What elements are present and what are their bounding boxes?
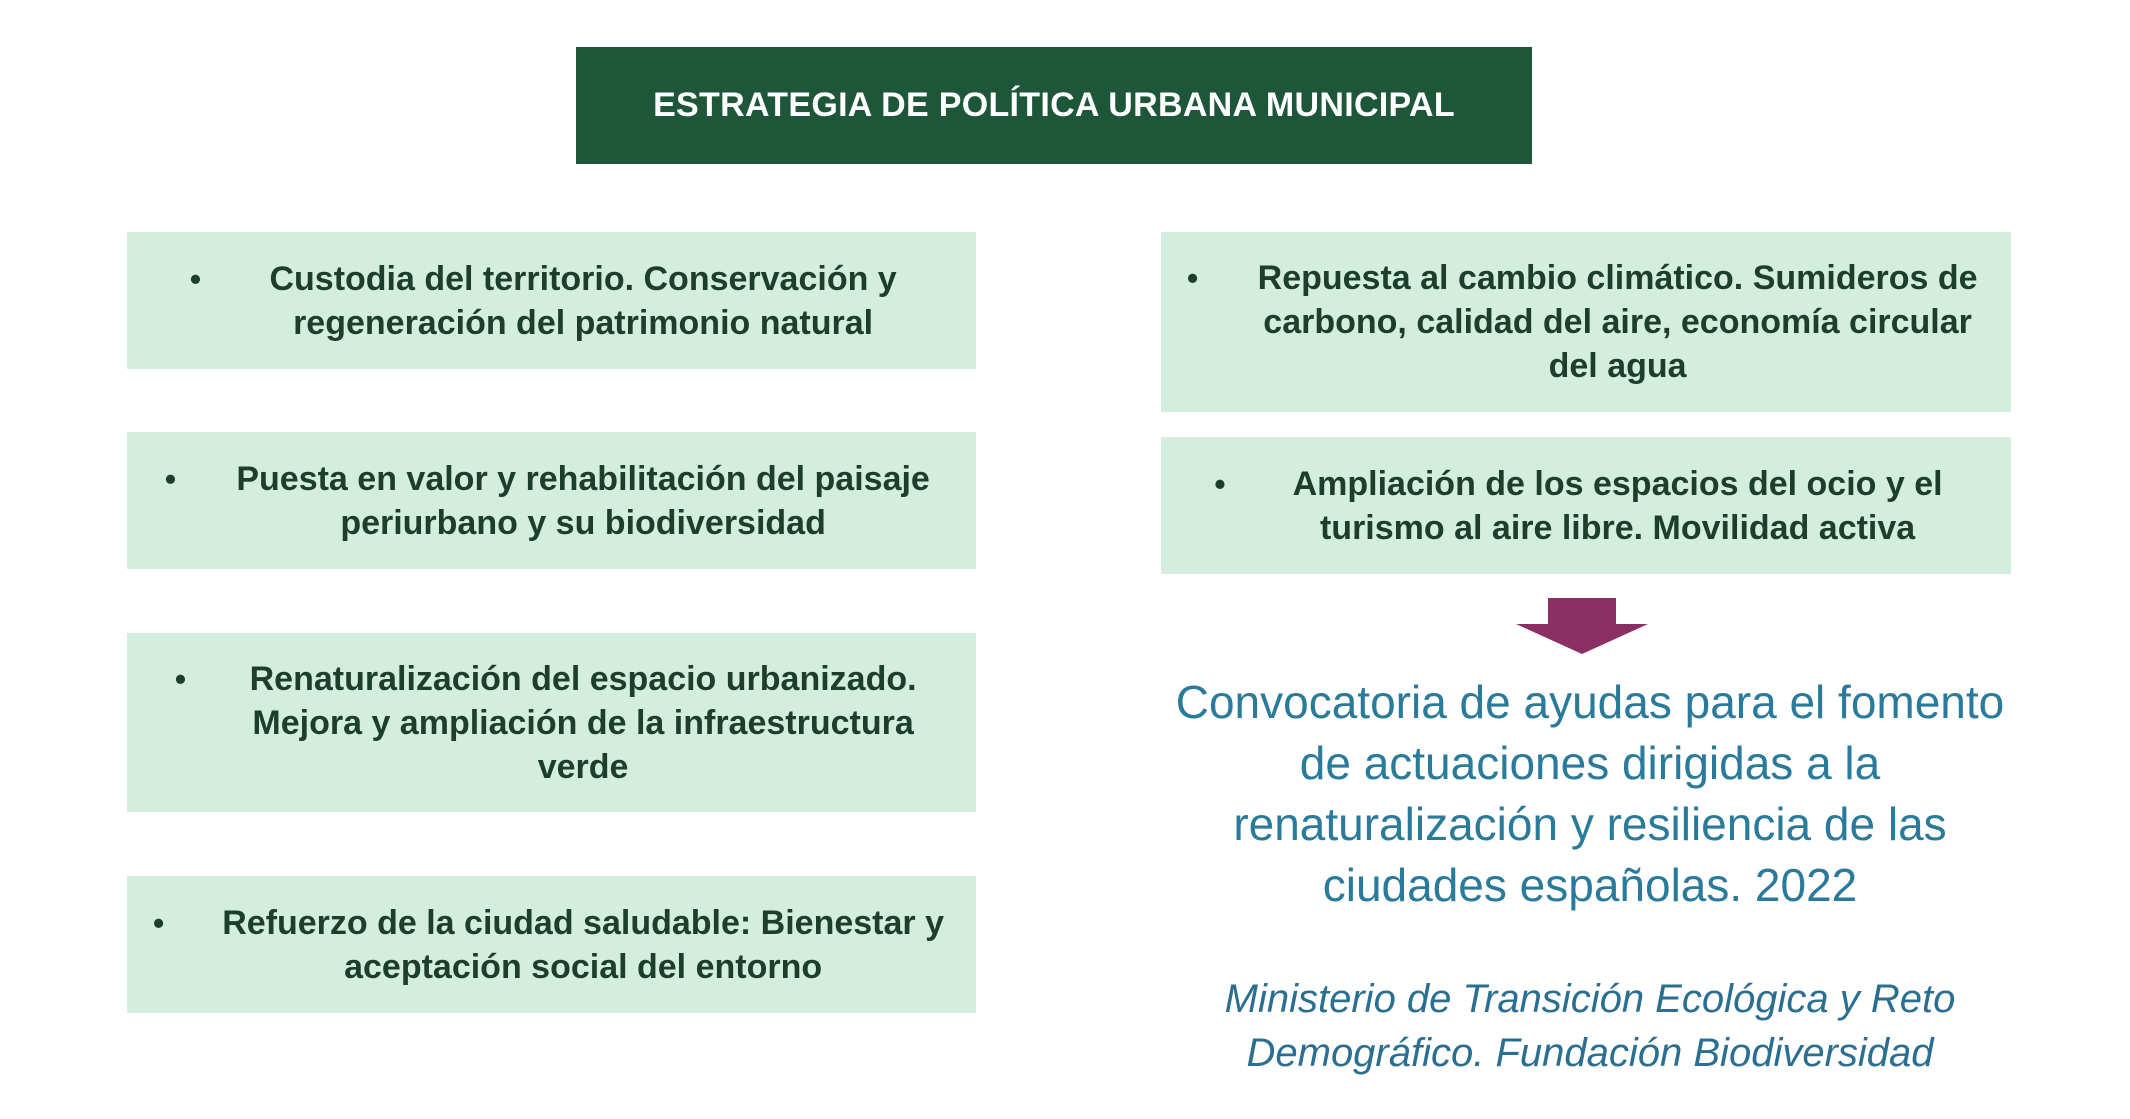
convocatoria-text: Convocatoria de ayudas para el fomento de actuaciones dirigidas a la renaturalización y resiliencia de las ciudades españolas. 2022 [1175,676,2005,911]
left-item-1 [127,232,976,369]
bullet: • [153,904,165,941]
left-item-1-text: Custodia del territorio. Conservación y regeneración del patrimonio natural [269,259,897,342]
title-banner [576,47,1532,164]
right-item-2-text: Ampliación de los espacios del ocio y el turismo al aire libre. Movilidad activa [1292,464,1943,547]
right-item-1 [1161,232,2011,412]
left-item-4-text: Refuerzo de la ciudad saludable: Bienestar y aceptación social del entorno [222,903,944,986]
title-text: ESTRATEGIA DE POLÍTICA URBANA MUNICIPAL [653,86,1455,124]
ministry-text: Ministerio de Transición Ecológica y Reto Demográfico. Fundación Biodiversidad [1224,977,1956,1075]
bullet: • [174,660,187,697]
bullet: • [164,460,177,497]
down-arrow-icon [1516,598,1648,654]
right-item-1-text: Repuesta al cambio climático. Sumideros de carbono, calidad del aire, economía circular del agua [1257,259,1978,385]
left-item-2-text: Puesta en valor y rehabilitación del paisaje periurbano y su biodiversidad [236,459,930,542]
left-item-3 [127,633,976,812]
bullet: • [189,260,202,297]
bullet: • [1214,465,1226,502]
left-item-3-text: Renaturalización del espacio urbanizado. Mejora y ampliación de la infraestructura verde [249,659,917,786]
right-item-2 [1161,437,2011,574]
left-item-4 [127,876,976,1013]
left-item-2 [127,432,976,569]
bullet: • [1187,260,1199,296]
